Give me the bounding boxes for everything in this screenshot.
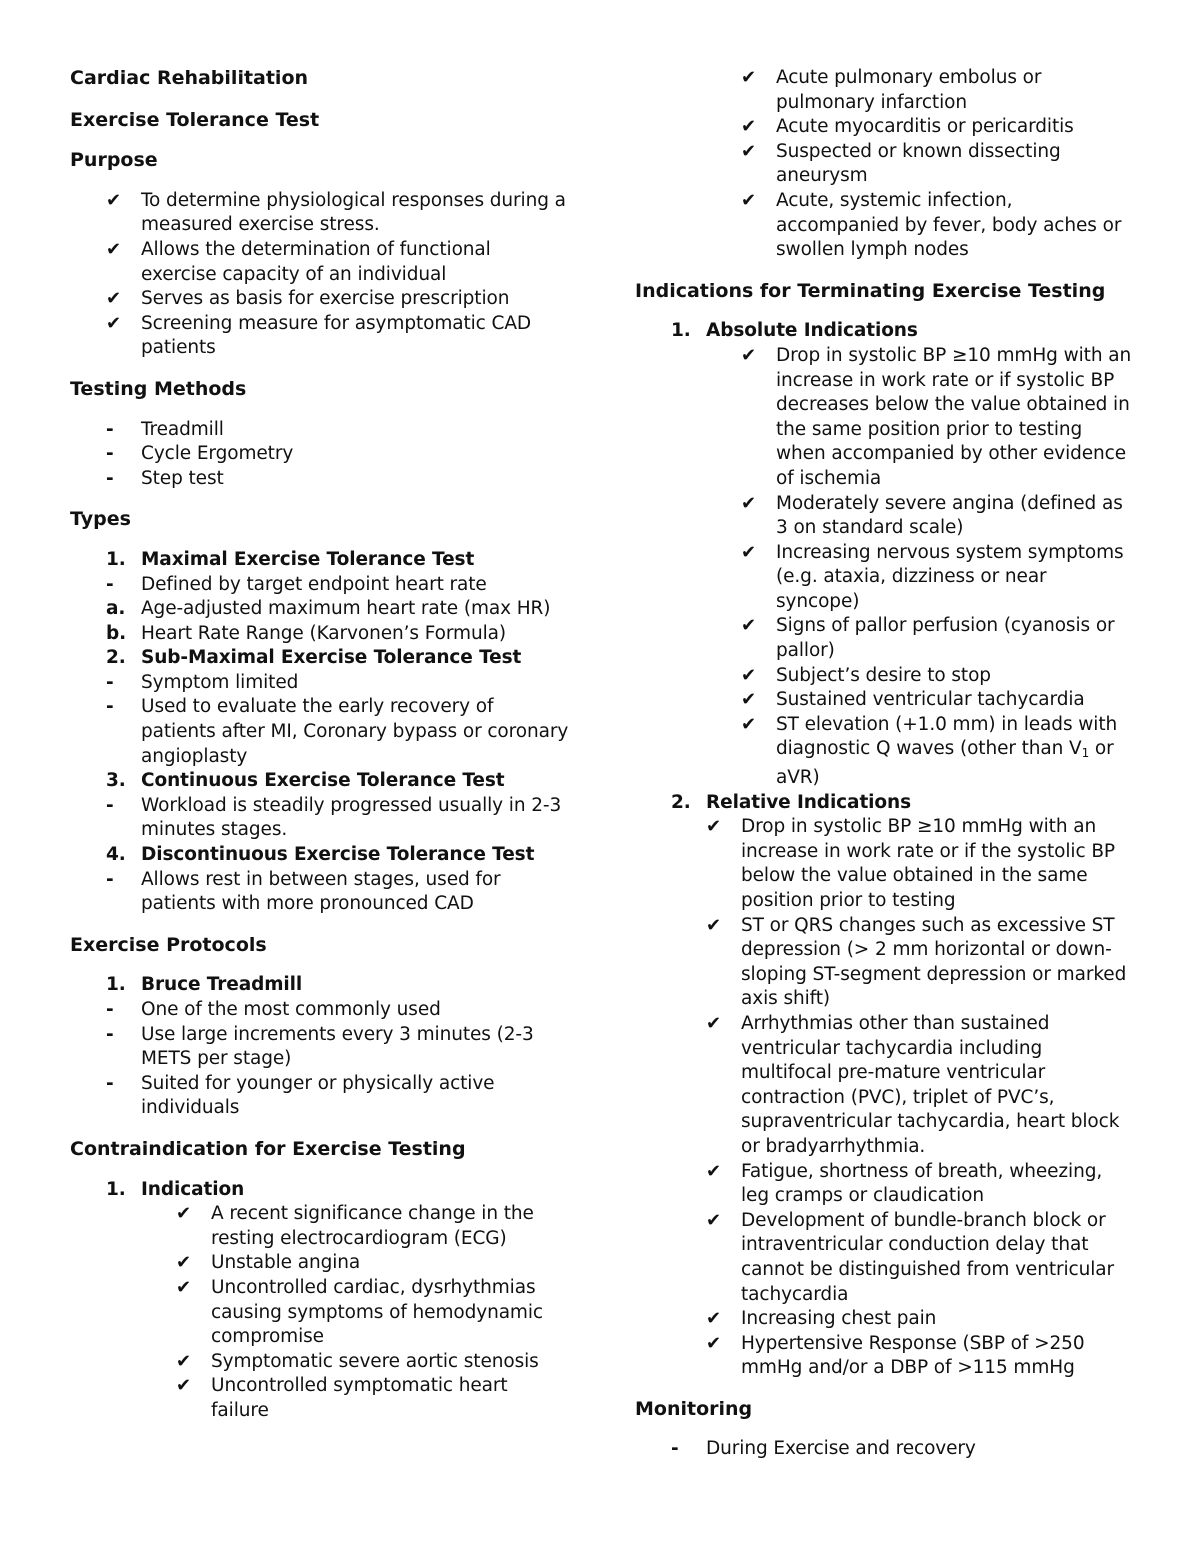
section-heading-types: Types [70,508,131,531]
section-heading-testing-methods: Testing Methods [70,377,247,400]
check-icon: ✔ [706,1209,721,1231]
check-icon: ✔ [741,492,756,514]
check-icon: ✔ [106,189,121,211]
check-icon: ✔ [741,713,756,735]
section-heading-purpose: Purpose [70,149,158,172]
list-item: ✔ Increasing nervous system symptoms (e.g. ataxia, dizziness or near syncope) [741,541,1124,612]
check-icon: ✔ [176,1276,191,1298]
list-item: ✔ Sustained ventricular tachycardia [635,688,1135,713]
list-item: 3. Continuous Exercise Tolerance Test [106,770,505,792]
list-item: 2. Relative Indications [671,791,912,813]
list-item: ✔ Increasing chest pain [635,1307,1135,1332]
list-item: - Allows rest in between stages, used for patients with more pronounced CAD [106,868,501,915]
list-item: ✔ Development of bundle-branch block or intraventricular conduction delay that cannot be distinguished from ventricular tachycardia [706,1209,1115,1305]
dash-bullet: - [671,1438,679,1460]
check-icon: ✔ [741,664,756,686]
dash-bullet: - [106,671,114,693]
list-item: - Symptom limited [70,671,570,696]
list-item: ✔ Acute, systemic infection, accompanied by fever, body aches or swollen lymph nodes [741,189,1122,261]
section-heading-terminating: Indications for Terminating Exercise Testing [635,279,1106,302]
list-item: ✔ Serves as basis for exercise prescription [70,287,570,312]
check-icon: ✔ [106,238,121,260]
list-item: 1. Absolute Indications [671,320,918,342]
list-item: ✔ Symptomatic severe aortic stenosis [70,1350,570,1375]
terminating-list [635,319,1135,1381]
list-item: ✔ Hypertensive Response (SBP of >250 mmHg and/or a DBP of >115 mmHg [706,1332,1085,1379]
check-icon: ✔ [741,67,756,88]
list-item: ✔ Moderately severe angina (defined as 3 on standard scale) [741,492,1123,539]
list-item: 2. Sub-Maximal Exercise Tolerance Test [106,647,522,669]
contraindication-list [70,1178,570,1424]
list-item: 1. Maximal Exercise Tolerance Test [106,548,475,570]
check-icon: ✔ [741,541,756,563]
list-item: ✔ A recent significance change in the resting electrocardiogram (ECG) [176,1203,534,1249]
check-icon: ✔ [706,1160,721,1182]
list-item: ✔ Uncontrolled symptomatic heart failure [176,1375,508,1421]
dash-bullet: - [106,1072,114,1094]
check-icon: ✔ [176,1203,191,1225]
list-item: - Suited for younger or physically active individuals [106,1072,495,1119]
list-item: ✔ Allows the determination of functional exercise capacity of an individual [106,238,491,285]
list-item: 1. Bruce Treadmill [106,974,303,996]
list-item: 4. Discontinuous Exercise Tolerance Test [106,844,535,866]
right-column [635,66,1135,1462]
check-icon: ✔ [106,312,121,334]
check-icon: ✔ [741,189,756,211]
check-icon: ✔ [706,1332,721,1354]
check-icon: ✔ [741,116,756,138]
dash-bullet: - [106,999,114,1020]
list-item: ✔ ST elevation (+1.0 mm) in leads with diagnostic Q waves (other than V1 or aVR) [741,713,1118,789]
contraindication-continued-list [635,66,1135,263]
list-item: ✔ Drop in systolic BP ≥10 mmHg with an increase in work rate or if the systolic BP below the value obtained in the same position prior to testing [706,816,1115,911]
dash-bullet: - [106,868,114,890]
list-item: - Use large increments every 3 minutes (2-3 METS per stage) [106,1023,534,1070]
list-item: ✔ Signs of pallor perfusion (cyanosis or pallor) [741,615,1115,662]
list-item: 1. Indication [106,1178,245,1200]
check-icon: ✔ [706,816,721,838]
types-list [70,548,570,917]
monitoring-list [635,1437,1135,1462]
list-item: ✔ Unstable angina [70,1251,570,1276]
section-heading-exercise-tolerance-test: Exercise Tolerance Test [70,108,320,131]
list-item: ✔ Suspected or known dissecting aneurysm [741,140,1061,187]
dash-bullet: - [106,443,114,465]
list-item: - Step test [70,467,570,492]
check-icon: ✔ [176,1375,191,1397]
check-icon: ✔ [741,344,756,366]
check-icon: ✔ [706,1308,721,1330]
dash-bullet: - [106,573,114,595]
list-item: b. Heart Rate Range (Karvonen’s Formula) [106,622,506,644]
section-heading-monitoring: Monitoring [635,1397,753,1420]
list-item: ✔ Acute myocarditis or pericarditis [635,115,1135,140]
left-column [70,66,570,1424]
document-title: Cardiac Rehabilitation [70,67,309,89]
check-icon: ✔ [706,914,721,936]
list-item: ✔ Screening measure for asymptomatic CAD patients [106,312,532,359]
list-item: ✔ Drop in systolic BP ≥10 mmHg with an increase in work rate or if systolic BP decreases below the value obtained in the same position prior to testing when accompanied by other evidence of ischemia [741,344,1132,489]
list-item: - Used to evaluate the early recovery of patients after MI, Coronary bypass or coronary angioplasty [106,696,569,767]
list-item: ✔ ST or QRS changes such as excessive ST depression (> 2 mm horizontal or down-sloping ST-segment depression or marked axis shift) [706,914,1127,1010]
dash-bullet: - [106,696,114,718]
section-heading-contraindication: Contraindication for Exercise Testing [70,1137,466,1160]
section-heading-exercise-protocols: Exercise Protocols [70,933,267,956]
list-item: ✔ Subject’s desire to stop [635,664,1135,689]
dash-bullet: - [106,794,114,816]
list-item: - During Exercise and recovery [635,1437,1135,1462]
list-item: ✔ Uncontrolled cardiac, dysrhythmias causing symptoms of hemodynamic compromise [176,1276,543,1348]
list-item: - Cycle Ergometry [70,442,570,467]
check-icon: ✔ [741,689,756,711]
list-item: - Workload is steadily progressed usually in 2-3 minutes stages. [106,794,562,841]
check-icon: ✔ [706,1012,721,1034]
list-item: a. Age-adjusted maximum heart rate (max HR) [106,598,551,620]
check-icon: ✔ [741,615,756,637]
list-item: - Treadmill [70,418,570,443]
list-item: ✔ Fatigue, shortness of breath, wheezing, leg cramps or claudication [706,1160,1103,1207]
protocols-list [70,973,570,1121]
check-icon: ✔ [176,1252,191,1274]
list-item: - One of the most commonly used [70,998,570,1023]
purpose-list [70,189,570,361]
dash-bullet: - [106,1023,114,1045]
list-item: ✔ Arrhythmias other than sustained ventricular tachycardia including multifocal pre-mature ventricular contraction (PVC), triplet of PVC’s, supraventricular tachycardia, heart block or bradyarrhythmia. [706,1012,1120,1157]
dash-bullet: - [106,467,114,489]
list-item: ✔ To determine physiological responses during a measured exercise stress. [106,189,566,236]
dash-bullet: - [106,418,114,440]
list-item: - Defined by target endpoint heart rate [70,573,570,598]
check-icon: ✔ [176,1350,191,1372]
check-icon: ✔ [106,288,121,310]
check-icon: ✔ [741,140,756,162]
testing-methods-list [70,418,570,492]
list-item: ✔ Acute pulmonary embolus or pulmonary infarction [741,67,1042,113]
